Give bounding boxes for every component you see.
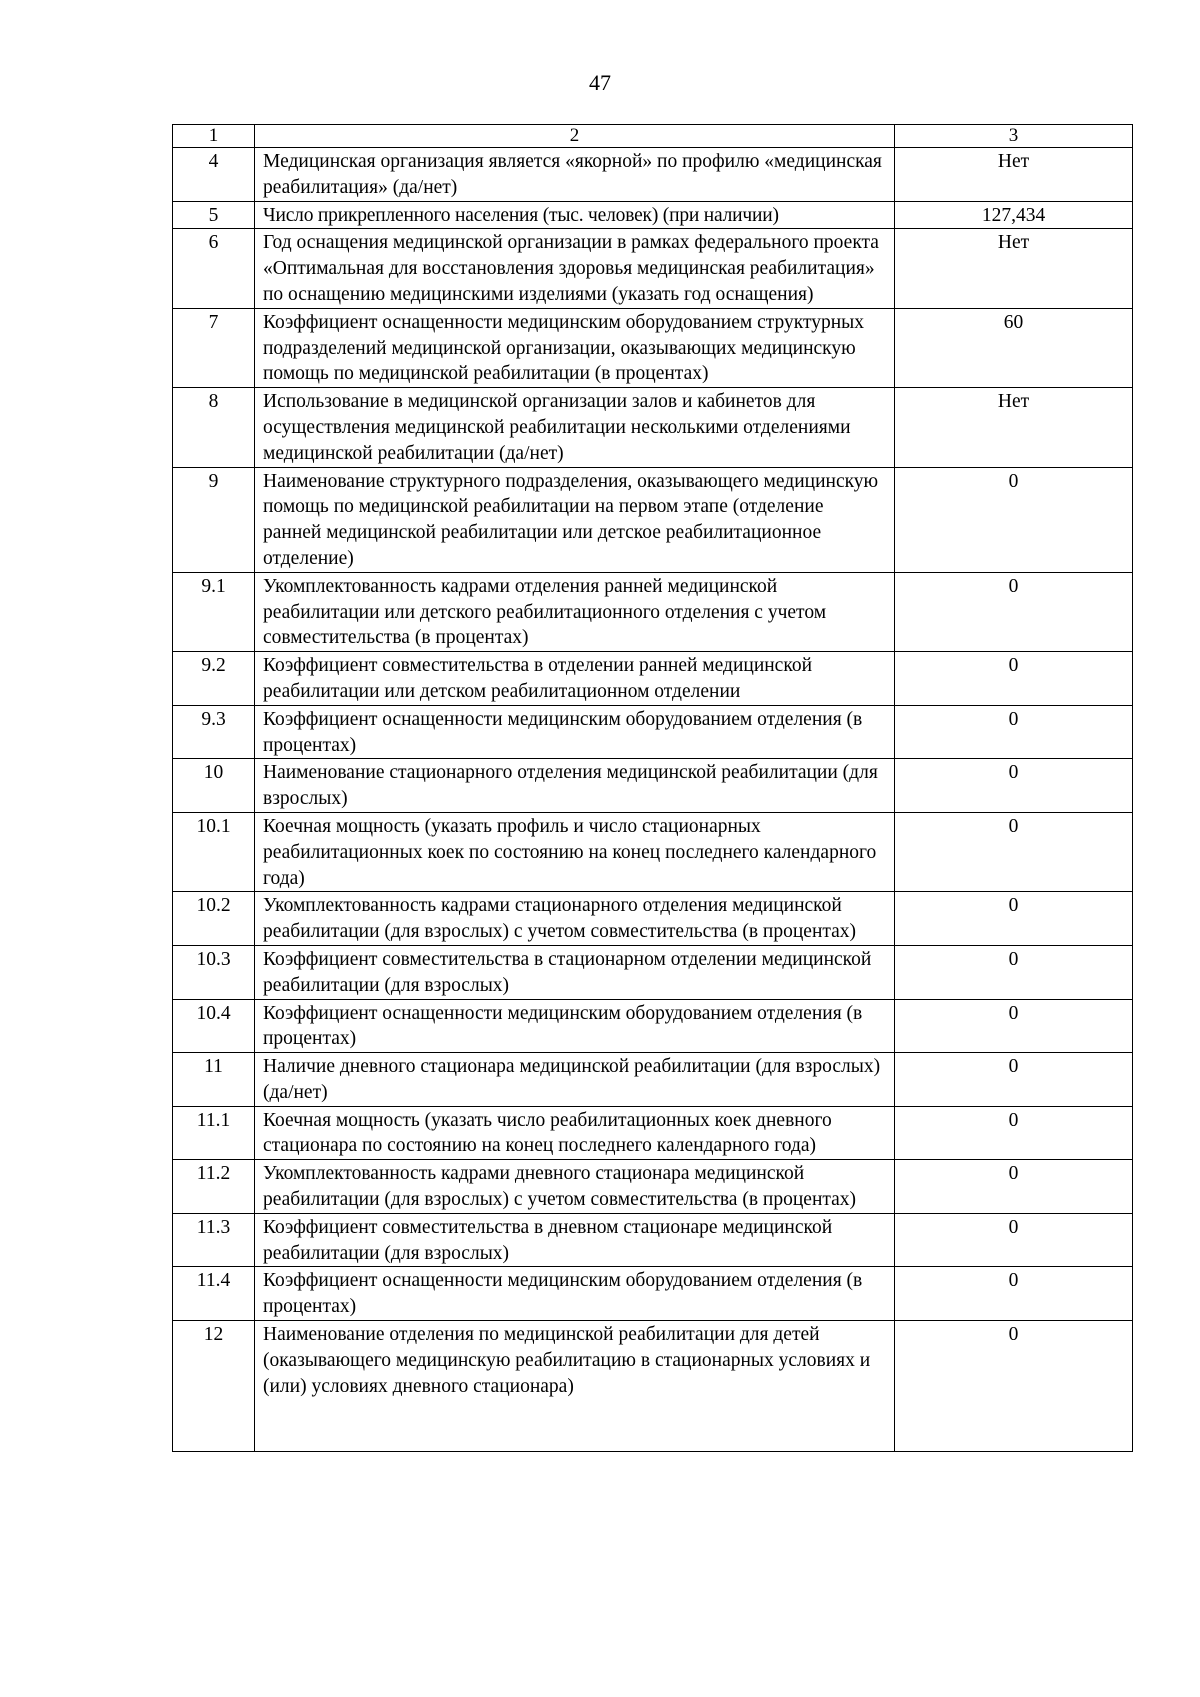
- row-number: 9: [173, 467, 255, 572]
- row-number: 9.1: [173, 572, 255, 651]
- row-value: 60: [895, 308, 1133, 387]
- row-description: Наличие дневного стационара медицинской реабилитации (для взрослых) (да/нет): [255, 1053, 895, 1107]
- row-description: Число прикрепленного населения (тыс. человек) (при наличии): [255, 201, 895, 229]
- row-description: Коэффициент совместительства в отделении ранней медицинской реабилитации или детском реабилитационном отделении: [255, 652, 895, 706]
- row-number: 10.1: [173, 812, 255, 891]
- row-number: 10.4: [173, 999, 255, 1053]
- table-row: [173, 1106, 1133, 1160]
- row-description: Коэффициент оснащенности медицинским оборудованием отделения (в процентах): [255, 705, 895, 759]
- table-row: [173, 388, 1133, 467]
- row-value: 0: [895, 1321, 1133, 1452]
- table-row: [173, 467, 1133, 572]
- page-number: 47: [589, 70, 611, 95]
- table-row: [173, 148, 1133, 202]
- row-number: 11.4: [173, 1267, 255, 1321]
- row-number: 7: [173, 308, 255, 387]
- table-row: [173, 892, 1133, 946]
- row-number: 10.2: [173, 892, 255, 946]
- table-row: [173, 812, 1133, 891]
- row-value: 0: [895, 1160, 1133, 1214]
- table-row: [173, 652, 1133, 706]
- indicators-table: [172, 124, 1133, 1452]
- row-number: 4: [173, 148, 255, 202]
- row-value: 0: [895, 892, 1133, 946]
- row-value: Нет: [895, 148, 1133, 202]
- row-value: 0: [895, 812, 1133, 891]
- row-number: 11.3: [173, 1213, 255, 1267]
- table-row: [173, 229, 1133, 308]
- row-number: 11.2: [173, 1160, 255, 1214]
- row-value: 0: [895, 945, 1133, 999]
- row-value: 0: [895, 1053, 1133, 1107]
- row-value: Нет: [895, 229, 1133, 308]
- row-description: Коэффициент совместительства в дневном стационаре медицинской реабилитации (для взрослых): [255, 1213, 895, 1267]
- row-description: Коэффициент оснащенности медицинским оборудованием структурных подразделений медицинской организации, оказывающих медицинскую помощь по медицинской реабилитации (в процентах): [255, 308, 895, 387]
- table-row: [173, 1321, 1133, 1452]
- table-row: [173, 308, 1133, 387]
- row-value: 0: [895, 467, 1133, 572]
- row-description: Коечная мощность (указать число реабилитационных коек дневного стационара по состоянию на конец последнего календарного года): [255, 1106, 895, 1160]
- table-row: [173, 1053, 1133, 1107]
- row-value: 0: [895, 1106, 1133, 1160]
- row-value: 127,434: [895, 201, 1133, 229]
- row-value: 0: [895, 1267, 1133, 1321]
- row-value: 0: [895, 705, 1133, 759]
- row-value: 0: [895, 759, 1133, 813]
- row-number: 10.3: [173, 945, 255, 999]
- row-description: Медицинская организация является «якорной» по профилю «медицинская реабилитация» (да/нет): [255, 148, 895, 202]
- row-number: 12: [173, 1321, 255, 1452]
- row-number: 9.3: [173, 705, 255, 759]
- row-number: 11: [173, 1053, 255, 1107]
- table-body: [173, 125, 1133, 1452]
- table-row: [173, 572, 1133, 651]
- row-value: 0: [895, 572, 1133, 651]
- header-cell-1: 1: [173, 125, 255, 148]
- row-description: Наименование стационарного отделения медицинской реабилитации (для взрослых): [255, 759, 895, 813]
- row-value: 0: [895, 652, 1133, 706]
- row-description: Коечная мощность (указать профиль и число стационарных реабилитационных коек по состоянию на конец последнего календарного года): [255, 812, 895, 891]
- row-description: Укомплектованность кадрами отделения ранней медицинской реабилитации или детского реабилитационного отделения с учетом совместительства (в процентах): [255, 572, 895, 651]
- table-row: [173, 1267, 1133, 1321]
- table-row: [173, 1160, 1133, 1214]
- table-header-row: [173, 125, 1133, 148]
- row-number: 9.2: [173, 652, 255, 706]
- row-number: 11.1: [173, 1106, 255, 1160]
- row-description: Укомплектованность кадрами дневного стационара медицинской реабилитации (для взрослых) с учетом совместительства (в процентах): [255, 1160, 895, 1214]
- row-description: Укомплектованность кадрами стационарного отделения медицинской реабилитации (для взрослых) с учетом совместительства (в процентах): [255, 892, 895, 946]
- row-description: Коэффициент совместительства в стационарном отделении медицинской реабилитации (для взрослых): [255, 945, 895, 999]
- row-number: 5: [173, 201, 255, 229]
- row-number: 10: [173, 759, 255, 813]
- row-number: 6: [173, 229, 255, 308]
- row-value: 0: [895, 1213, 1133, 1267]
- header-cell-3: 3: [895, 125, 1133, 148]
- header-cell-2: 2: [255, 125, 895, 148]
- table-row: [173, 945, 1133, 999]
- row-description: Наименование структурного подразделения, оказывающего медицинскую помощь по медицинской реабилитации на первом этапе (отделение ранней медицинской реабилитации или детское реабилитационное отделение): [255, 467, 895, 572]
- row-description: Использование в медицинской организации залов и кабинетов для осуществления медицинской реабилитации несколькими отделениями медицинской реабилитации (да/нет): [255, 388, 895, 467]
- row-number: 8: [173, 388, 255, 467]
- row-value: Нет: [895, 388, 1133, 467]
- table-row: [173, 201, 1133, 229]
- row-description: Год оснащения медицинской организации в рамках федерального проекта «Оптимальная для восстановления здоровья медицинская реабилитация» по оснащению медицинскими изделиями (указать год оснащения): [255, 229, 895, 308]
- row-description: Коэффициент оснащенности медицинским оборудованием отделения (в процентах): [255, 1267, 895, 1321]
- row-value: 0: [895, 999, 1133, 1053]
- row-description: Коэффициент оснащенности медицинским оборудованием отделения (в процентах): [255, 999, 895, 1053]
- table-row: [173, 759, 1133, 813]
- table-row: [173, 1213, 1133, 1267]
- row-description: Наименование отделения по медицинской реабилитации для детей (оказывающего медицинскую реабилитацию в стационарных условиях и (или) условиях дневного стационара): [255, 1321, 895, 1452]
- table-row: [173, 705, 1133, 759]
- table-row: [173, 999, 1133, 1053]
